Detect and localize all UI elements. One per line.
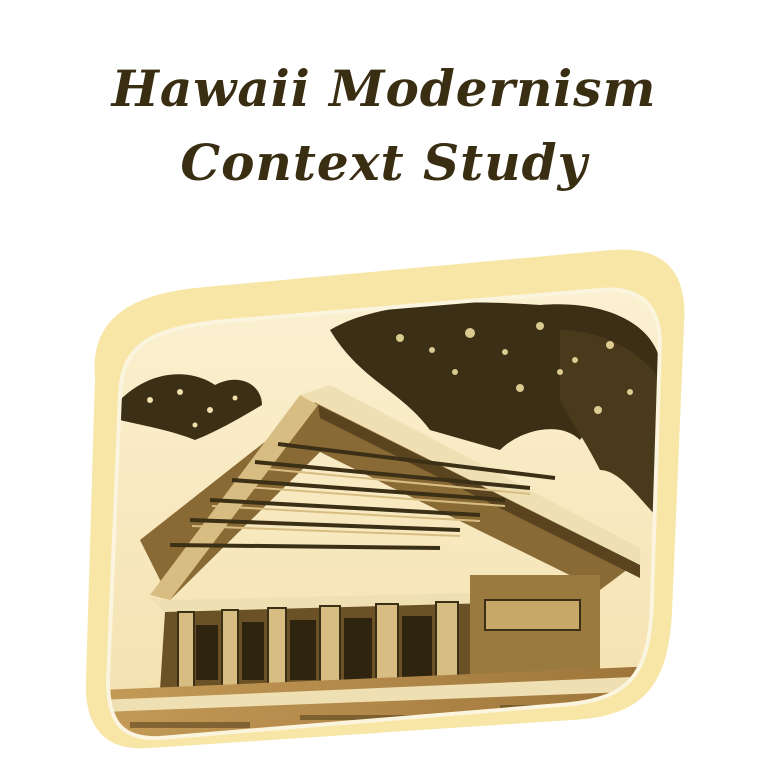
title-line-2: Context Study	[180, 133, 588, 192]
title-line-1: Hawaii Modernism	[111, 59, 657, 118]
building-photo	[100, 280, 680, 760]
